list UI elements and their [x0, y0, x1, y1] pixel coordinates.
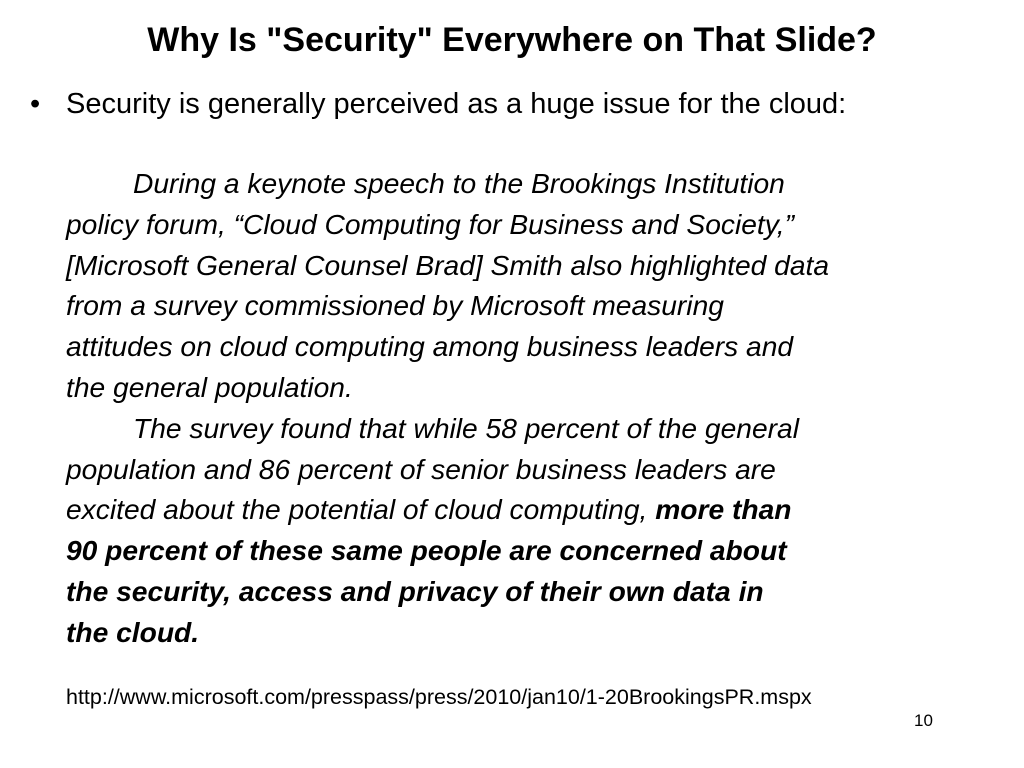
quote-line: [66, 489, 1006, 530]
quote-text: excited about the potential of cloud computing,: [66, 493, 656, 526]
quote-emphasis: more than: [655, 493, 792, 526]
quote-line: The survey found that while 58 percent of the general: [133, 411, 799, 444]
slide-number: 10: [914, 711, 933, 730]
quote-line: attitudes on cloud computing among business leaders and: [66, 330, 794, 363]
quote-line: the general population.: [66, 370, 353, 403]
quote-line: population and 86 percent of senior business leaders are: [66, 452, 776, 485]
quote-emphasis-line: the cloud.: [66, 615, 200, 648]
source-url: http://www.microsoft.com/presspass/press/2010/jan10/1-20BrookingsPR.mspx: [66, 685, 812, 709]
bullet-item: [30, 84, 846, 124]
quote-emphasis-line: 90 percent of these same people are concerned about: [66, 534, 787, 567]
quote-line: from a survey commissioned by Microsoft measuring: [66, 289, 724, 322]
quote-emphasis-line: the security, access and privacy of their own data in: [66, 574, 764, 607]
quote-line: During a keynote speech to the Brookings Institution: [133, 167, 785, 199]
quote-block: [66, 163, 1006, 653]
slide-title: Why Is "Security" Everywhere on That Slide?: [147, 21, 877, 59]
quote-line: [Microsoft General Counsel Brad] Smith also highlighted data: [66, 248, 830, 281]
quote-line: policy forum, “Cloud Computing for Business and Society,”: [66, 207, 794, 240]
bullet-icon: •: [30, 88, 41, 120]
bullet-text: Security is generally perceived as a huge issue for the cloud:: [66, 88, 847, 120]
